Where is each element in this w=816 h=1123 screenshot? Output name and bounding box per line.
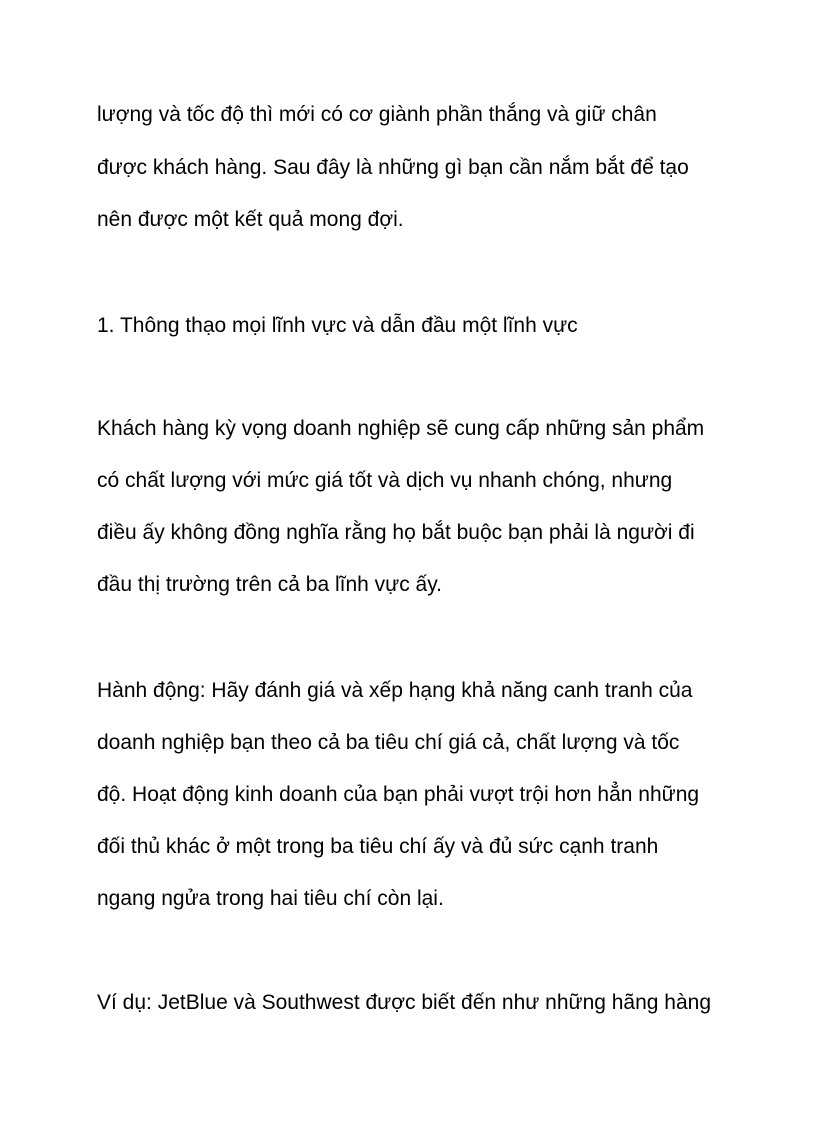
text-line: Hành động: Hãy đánh giá và xếp hạng khả năng canh tranh của	[97, 679, 693, 702]
section-heading: 1. Thông thạo mọi lĩnh vực và dẫn đầu một lĩnh vực	[97, 314, 578, 337]
text-line: độ. Hoạt động kinh doanh của bạn phải vượt trội hơn hẳn những	[97, 783, 700, 806]
text-line: lượng và tốc độ thì mới có cơ giành phần thắng và giữ chân	[97, 103, 657, 126]
text-line: Khách hàng kỳ vọng doanh nghiệp sẽ cung cấp những sản phẩm	[97, 417, 705, 440]
text-line: Ví dụ: JetBlue và Southwest được biết đến như những hãng hàng	[97, 991, 712, 1014]
text-line: được khách hàng. Sau đây là những gì bạn cần nắm bắt để tạo	[97, 156, 689, 179]
text-line: có chất lượng với mức giá tốt và dịch vụ nhanh chóng, nhưng	[97, 469, 673, 492]
text-line: ngang ngửa trong hai tiêu chí còn lại.	[97, 887, 444, 910]
text-line: điều ấy không đồng nghĩa rằng họ bắt buộc bạn phải là người đi	[97, 521, 695, 544]
text-line: nên được một kết quả mong đợi.	[97, 208, 404, 231]
text-line: đầu thị trường trên cả ba lĩnh vực ấy.	[97, 573, 443, 596]
text-line: đối thủ khác ở một trong ba tiêu chí ấy và đủ sức cạnh tranh	[97, 835, 659, 858]
text-line: doanh nghiệp bạn theo cả ba tiêu chí giá cả, chất lượng và tốc	[97, 731, 680, 754]
